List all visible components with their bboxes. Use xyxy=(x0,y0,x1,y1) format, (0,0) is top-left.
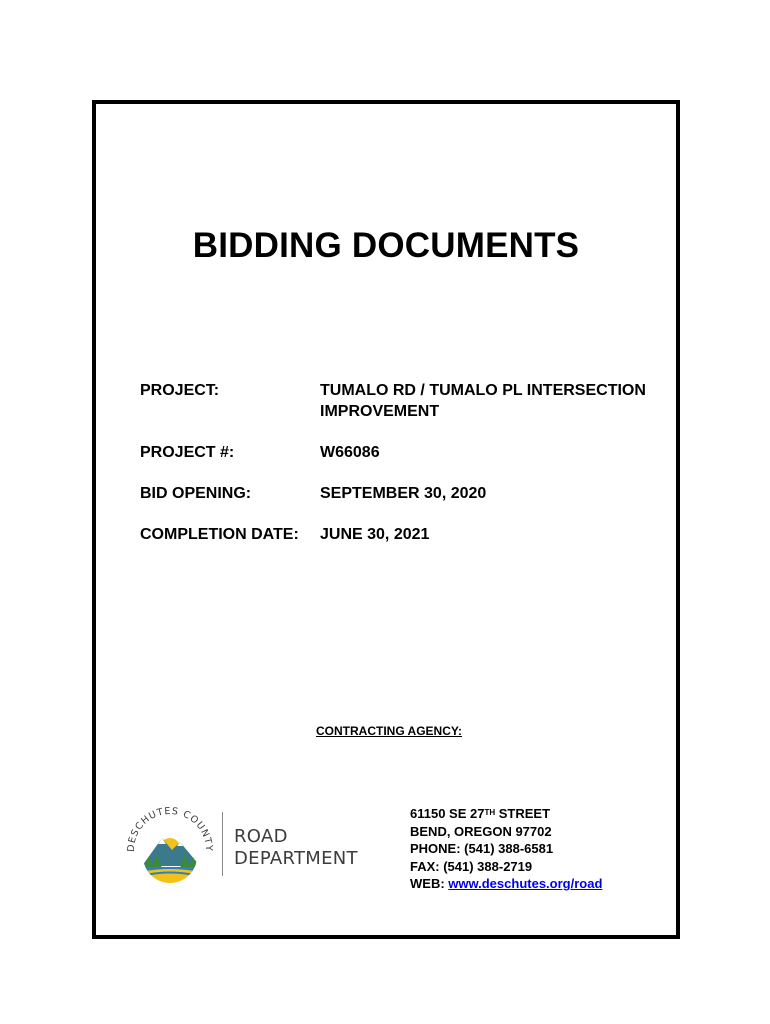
project-row xyxy=(140,380,660,422)
wordmark-line-road: ROAD xyxy=(234,826,288,847)
project-number-label: PROJECT #: xyxy=(140,444,235,461)
project-number-value: W66086 xyxy=(320,444,380,461)
completion-date-value: JUNE 30, 2021 xyxy=(320,526,430,543)
address-web: WEB: www.deschutes.org/road xyxy=(410,876,603,891)
project-label: PROJECT: xyxy=(140,382,220,399)
street-suffix: TH xyxy=(484,808,496,817)
address-street: 61150 SE 27TH STREET xyxy=(410,806,551,821)
bid-opening-label: BID OPENING: xyxy=(140,485,252,502)
project-info xyxy=(140,380,660,565)
contracting-agency-label: CONTRACTING AGENCY: xyxy=(316,724,462,738)
road-department-wordmark xyxy=(234,826,358,870)
address-fax: FAX: (541) 388-2719 xyxy=(410,858,533,874)
seal-arc-text: DESCHUTES COUNTY xyxy=(125,805,215,853)
deschutes-county-road-logo xyxy=(122,804,382,884)
document-title: BIDDING DOCUMENTS xyxy=(192,226,580,265)
website-link[interactable]: www.deschutes.org/road xyxy=(448,876,603,891)
address-city: BEND, OREGON 97702 xyxy=(410,823,552,839)
wordmark-line-department: DEPARTMENT xyxy=(234,848,358,869)
completion-date-row xyxy=(140,524,660,545)
logo-divider xyxy=(222,812,223,876)
project-value: TUMALO RD / TUMALO PL INTERSECTION IMPROVEMENT xyxy=(320,382,646,420)
address-phone: PHONE: (541) 388-6581 xyxy=(410,841,554,856)
document-border xyxy=(92,100,680,939)
bid-opening-row xyxy=(140,483,660,504)
bid-opening-value: SEPTEMBER 30, 2020 xyxy=(320,485,487,502)
agency-address xyxy=(410,805,602,893)
county-seal-icon xyxy=(122,804,218,884)
project-number-row xyxy=(140,442,660,463)
completion-date-label: COMPLETION DATE: xyxy=(140,526,299,543)
